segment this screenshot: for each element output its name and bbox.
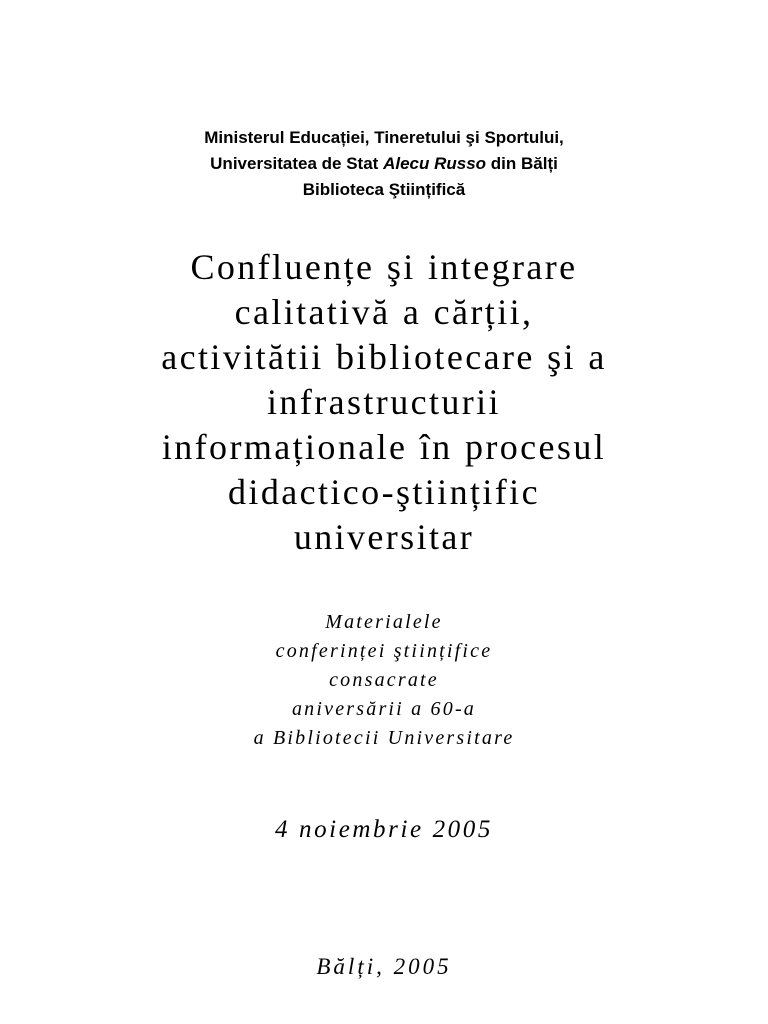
document-title <box>0 245 768 560</box>
title-line: universitar <box>293 517 475 557</box>
subtitle-line: conferinței ştiințifice <box>275 640 493 662</box>
subtitle-line: aniversării a 60-a <box>291 698 477 720</box>
publication-place-year: Bălți, 2005 <box>316 954 452 979</box>
university-name-prefix: Universitatea de Stat <box>210 154 384 173</box>
subtitle-line: Materialele <box>325 611 443 633</box>
ministry-name: Ministerul Educației, Tineretului şi Sportului, <box>204 128 564 147</box>
title-line: calitativă a cărții, <box>234 292 534 332</box>
university-name-italic: Alecu Russo <box>383 154 487 173</box>
institution-header <box>0 125 768 203</box>
title-line: didactico-ştiințific <box>228 472 540 512</box>
subtitle-line: consacrate <box>329 669 439 691</box>
university-name <box>0 151 768 177</box>
title-line: Confluențe şi integrare <box>190 247 578 287</box>
university-name-suffix: din Bălți <box>486 154 558 173</box>
conference-date: 4 noiembrie 2005 <box>275 816 493 843</box>
library-name: Biblioteca Ştiințifică <box>302 180 466 199</box>
title-line: informaționale în procesul <box>161 427 607 467</box>
title-line: activitătii bibliotecare şi a <box>161 337 607 377</box>
conference-subtitle <box>0 608 768 753</box>
subtitle-line: a Bibliotecii Universitare <box>253 727 515 749</box>
title-line: infrastructurii <box>267 382 501 422</box>
